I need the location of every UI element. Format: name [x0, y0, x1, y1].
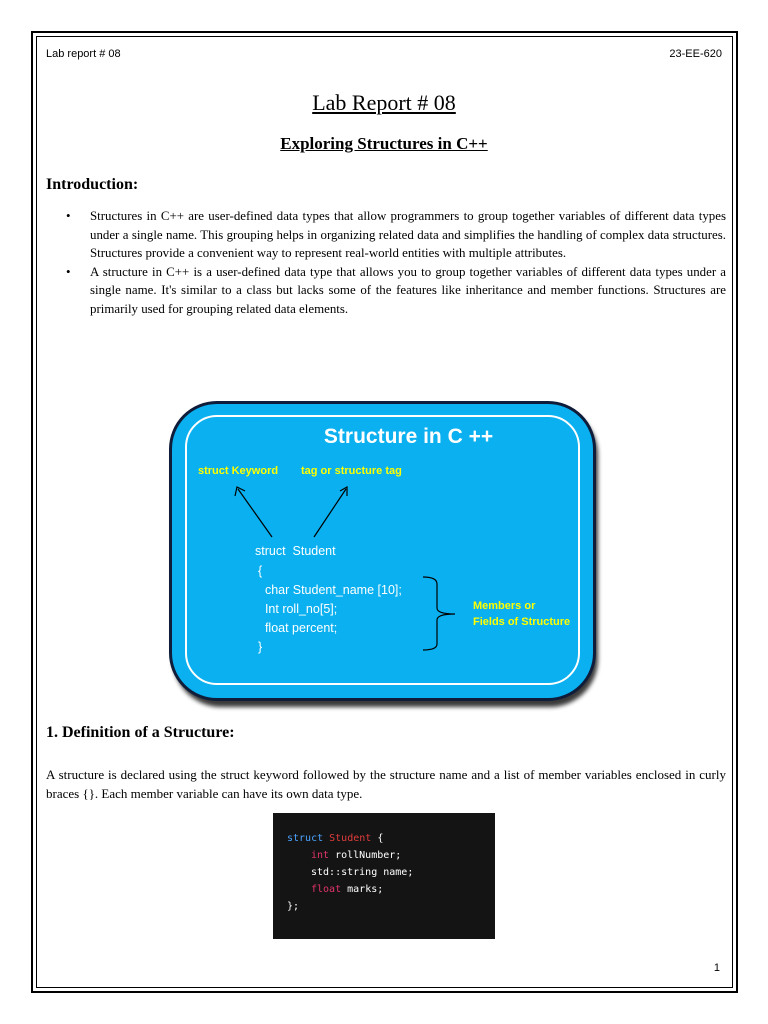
members-brace [423, 577, 455, 650]
intro-bullet-list [46, 207, 726, 319]
header-right: 23-EE-620 [669, 48, 722, 60]
code-open-brace: { [371, 833, 384, 844]
code-line-5 [287, 898, 495, 915]
page-number: 1 [713, 962, 720, 974]
section1-paragraph: A structure is declared using the struct keyword followed by the structure name and a list of member variables enclosed in curly braces {}. Each member variable can have its own data type. [46, 767, 726, 801]
code-snippet [273, 813, 495, 939]
code-keyword-struct: struct [287, 833, 324, 844]
label-struct-keyword: struct Keyword [198, 465, 279, 477]
diagram-code-line-3: char Student_name [10]; [258, 583, 402, 597]
arrow-to-keyword [238, 489, 272, 537]
page-subtitle: Exploring Structures in C++ [280, 134, 488, 153]
code-member-rollnumber: rollNumber; [329, 850, 402, 861]
code-line-2 [287, 847, 495, 864]
label-members-line1: Members or [473, 600, 536, 612]
code-struct-name: Student [323, 833, 372, 844]
diagram-code-line-4: Int roll_no[5]; [258, 602, 338, 616]
structure-diagram [169, 401, 600, 707]
code-type-float: float [311, 884, 342, 895]
diagram-code-line-6: } [258, 640, 263, 654]
intro-bullet-2: • A structure in C++ is a user-defined data type that allows you to group together variables of different data types under a single name. It's similar to a class but lacks some of the features like inheritance and member functions. Structures are primarily used for grouping related data elements. [46, 263, 726, 319]
code-type-int: int [311, 850, 330, 861]
code-close-brace: }; [287, 901, 300, 912]
code-member-name: std::string name; [311, 867, 414, 878]
code-line-3 [287, 864, 495, 881]
label-members-line2: Fields of Structure [473, 616, 571, 628]
intro-bullet-1: • Structures in C++ are user-defined data types that allow programmers to group together variables of different data types under a single name. This grouping helps in organizing related data and simplifies the handling of complex data structures. Structures provide a convenient way to represent real-world entities with multiple attributes. [46, 207, 726, 263]
header-left: Lab report # 08 [46, 48, 121, 60]
code-line-4 [287, 881, 495, 898]
page-title: Lab Report # 08 [312, 90, 456, 115]
diagram-arrows [169, 401, 600, 707]
code-member-marks: marks; [341, 884, 384, 895]
diagram-code-line-5: float percent; [258, 621, 338, 635]
arrow-head-tag [340, 487, 347, 496]
section1-heading: 1. Definition of a Structure: [46, 724, 235, 741]
diagram-title: Structure in C ++ [323, 425, 494, 448]
label-structure-tag: tag or structure tag [301, 465, 402, 477]
diagram-code-line-1: struct Student [255, 544, 336, 558]
intro-heading: Introduction: [46, 176, 139, 193]
arrow-to-tag [314, 489, 346, 537]
code-line-1 [287, 830, 495, 847]
diagram-code-line-2: { [258, 564, 263, 578]
